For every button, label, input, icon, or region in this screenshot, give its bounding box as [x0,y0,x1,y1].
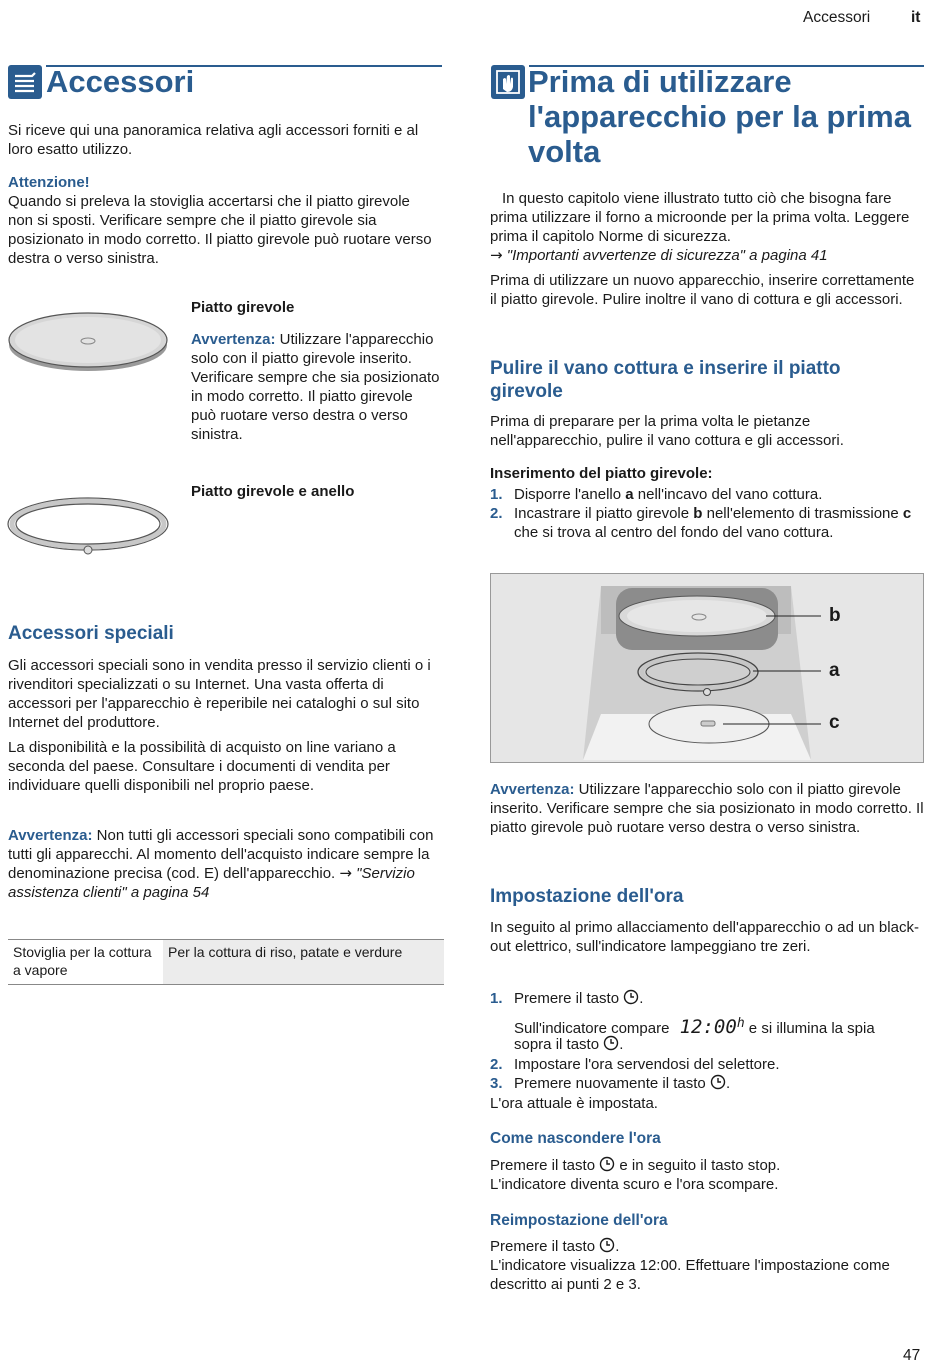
time-intro: In seguito al primo allacciamento dell'apparecchio o ad un black-out elettrico, sull'indicatore lampeggiano tre zeri. [490,919,919,955]
accessori-intro: Si riceve qui una panoramica relativa agli accessori forniti e al loro esatto utilizzo. [8,122,419,158]
step-subtext: sopra il tasto [514,1036,604,1053]
time-done: L'ora attuale è impostata. [490,1095,658,1112]
clock-icon [599,1156,615,1172]
special-note [8,826,442,902]
special-p2: La disponibilità e la possibilità di acquisto on line variano a seconda del paese. Consultare i documenti di vendita per individuare quelli disponibili nel proprio paese. [8,739,396,794]
step-number: 2. [490,1056,503,1073]
figure-note-text: Utilizzare l'apparecchio solo con il piatto girevole inserito. Verificare sempre che sia posizionato in modo corretto. Il piatto girevole può ruotare verso destra o verso sinistra. [490,781,924,836]
reset-text-2: L'indicatore visualizza 12:00. Effettuare l'impostazione come descritto ai punti 2 e 3. [490,1257,890,1293]
list-item-sub [490,1014,924,1038]
step-number: 1. [490,486,503,503]
prima-title: Prima di utilizzare l'apparecchio per la prima volta [528,64,911,169]
clock-icon [710,1074,726,1090]
accessori-icon [8,65,42,99]
oven-cavity-illustration [491,574,923,762]
ring-title: Piatto girevole e anello [191,483,355,500]
figure-note [490,780,924,837]
turntable-note-text: Utilizzare l'apparecchio solo con il piatto girevole inserito. Verificare sempre che sia posizionato in modo corretto. Il piatto girevole può ruotare verso destra o verso sinistra. [191,331,440,443]
clean-title: Pulire il vano cottura e inserire il piatto girevole [490,358,841,402]
header-section: Accessori [803,9,871,26]
step-text: nell'elemento di trasmissione [702,505,903,522]
list-item [490,485,920,504]
prima-intro-arrow: → [490,246,503,264]
clock-icon [599,1237,615,1253]
figure-label-c: c [829,712,840,733]
oven-figure [490,573,924,763]
hide-text-2: L'indicatore diventa scuro e l'ora scompare. [490,1176,779,1193]
display-readout-h: h [736,1016,745,1031]
special-title: Accessori speciali [8,623,174,644]
page-title: Accessori [46,64,195,99]
special-p1: Gli accessori speciali sono in vendita presso il servizio clienti o i rivenditori specializzati o su Internet. Una vasta offerta di accessori per l'apparecchio è reperibile nei cataloghi o sul sito Internet del produttore. [8,657,431,731]
reset-text-1: Premere il tasto [490,1238,600,1255]
prima-p2: Prima di utilizzare un nuovo apparecchio, inserire correttamente il piatto girevole. Pulire inoltre il vano di cottura e gli accessori. [490,272,915,308]
step-text: Disporre l'anello [514,486,626,503]
step-text: Premere nuovamente il tasto [514,1075,710,1092]
step-subtext: e si illumina la spia [744,1020,875,1037]
display-readout: 12:00 [679,1016,737,1038]
clock-icon [603,1035,619,1051]
table-cell-use: Per la cottura di riso, patate e verdure [163,940,444,984]
clean-text: Prima di preparare per la prima volta le pietanze nell'apparecchio, pulire il vano cottura e gli accessori. [490,413,844,449]
hide-title: Come nascondere l'ora [490,1130,661,1147]
table-row [8,940,444,984]
step-text: Impostare l'ora servendosi del selettore. [514,1056,780,1073]
prima-intro [490,189,922,265]
step-key: a [625,486,634,503]
table-cell-name: Stoviglia per la cottura a vapore [8,940,163,984]
turntable-note [191,330,441,444]
step-number: 3. [490,1075,503,1092]
list-item-sub: sopra il tasto . [514,1036,624,1053]
figure-label-b: b [829,605,841,626]
prima-intro-text: In questo capitolo viene illustrato tutto ciò che bisogna fare prima utilizzare il forno a microonde per la prima volta. Leggere prima il capitolo Norme di sicurezza. [490,190,910,245]
turntable-illustration [6,305,170,375]
special-note-label: Avvertenza: [8,827,93,844]
special-note-text: Non tutti gli accessori speciali sono compatibili con tutti gli apparecchi. Al momento dell'acquisto indicare sempre la denominazione precisa (cod. E) dell'apparecchio. [8,827,434,882]
ring-illustration [4,494,172,558]
figure-note-label: Avvertenza: [490,781,575,798]
hide-text-pre: Premere il tasto [490,1157,600,1174]
step-key: c [902,505,912,522]
accessories-table [8,939,444,985]
time-steps [490,989,924,1113]
list-item [490,1055,924,1074]
attention-text: Quando si preleva la stoviglia accertarsi che il piatto girevole non si sposti. Verificare sempre che il piatto girevole sia posizionato in modo corretto. Il piatto girevole può ruotare verso destra o verso sinistra. [8,193,432,267]
list-item: 3. Premere nuovamente il tasto . [490,1075,731,1092]
prima-intro-ref[interactable]: "Importanti avvertenze di sicurezza" a pagina 41 [506,247,828,264]
step-subtext: Sull'indicatore compare [514,1020,674,1037]
time-title: Impostazione dell'ora [490,886,684,907]
step-text: nell'incavo del vano cottura. [633,486,823,503]
list-item [490,504,920,542]
reset-title: Reimpostazione dell'ora [490,1212,668,1229]
step-key: b [693,505,703,522]
step-text: Incastrare il piatto girevole [514,505,694,522]
step-number: 2. [490,505,503,522]
list-item: 1. Premere il tasto . [490,990,644,1007]
special-note-arrow: → [339,864,352,882]
clock-icon [623,989,639,1005]
insert-steps [490,485,920,542]
page-number: 47 [903,1347,921,1364]
hand-setup-icon [491,65,525,99]
step-text: Premere il tasto [514,990,624,1007]
hide-text-post: e in seguito il tasto stop. [615,1157,781,1174]
attention-label: Attenzione! [8,174,90,191]
turntable-note-label: Avvertenza: [191,331,276,348]
special-note-ref[interactable]: "Servizio assistenza clienti" a pagina 54 [8,865,415,901]
header-lang: it [911,9,921,26]
figure-label-a: a [829,660,840,681]
insert-title: Inserimento del piatto girevole: [490,465,713,482]
turntable-title: Piatto girevole [191,299,295,316]
running-header [0,8,950,28]
step-number: 1. [490,990,503,1007]
step-text: che si trova al centro del fondo del vano cottura. [514,524,834,541]
hide-text [490,1156,922,1194]
reset-text: Premere il tasto . L'indicatore visualizza 12:00. Effettuare l'impostazione come descritto ai punti 2 e 3. [490,1238,890,1293]
